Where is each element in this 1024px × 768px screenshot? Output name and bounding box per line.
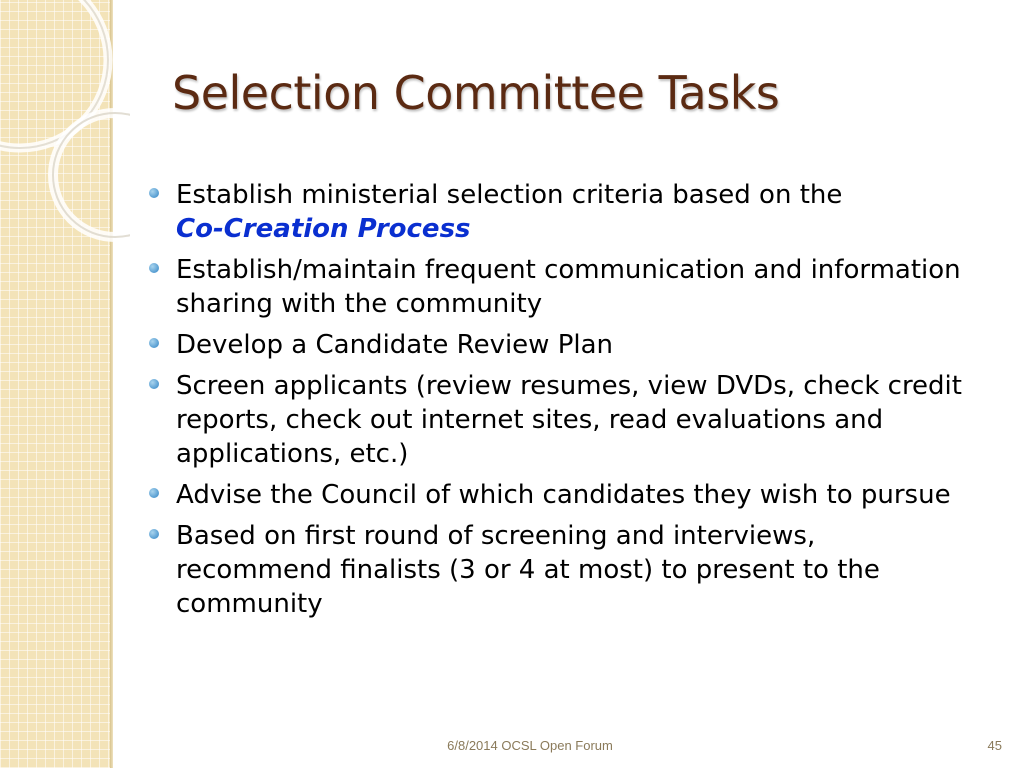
bullet-icon [149,488,159,498]
bullet-text: Screen applicants (review resumes, view DVDs, check credit reports, check out internet sites, read evaluations and applications, etc.) [176,371,962,469]
bullet-emphasis-text: Co-Creation Process [176,214,471,244]
decorative-circles [0,0,130,260]
bullet-text: Advise the Council of which candidates they wish to pursue [176,480,951,510]
bullet-item [176,178,966,246]
bullet-icon [149,529,159,539]
bullet-icon [149,188,159,198]
bullet-list [176,178,966,628]
bullet-text: Establish/maintain frequent communication and information sharing with the community [176,255,961,319]
bullet-item [176,369,966,471]
bullet-icon [149,263,159,273]
bullet-item [176,519,966,621]
bullet-icon [149,379,159,389]
bullet-icon [149,338,159,348]
footer-date-event: 6/8/2014 OCSL Open Forum [447,738,613,753]
slide-number: 45 [987,738,1002,753]
bullet-item [176,253,966,321]
bullet-item [176,478,966,512]
bullet-text: Establish ministerial selection criteria based on the [176,180,843,210]
bullet-text: Develop a Candidate Review Plan [176,330,614,360]
bullet-text: Based on first round of screening and interviews, recommend finalists (3 or 4 at most) to present to the community [176,521,880,619]
bullet-item [176,328,966,362]
slide-title: Selection Committee Tasks [172,66,780,120]
